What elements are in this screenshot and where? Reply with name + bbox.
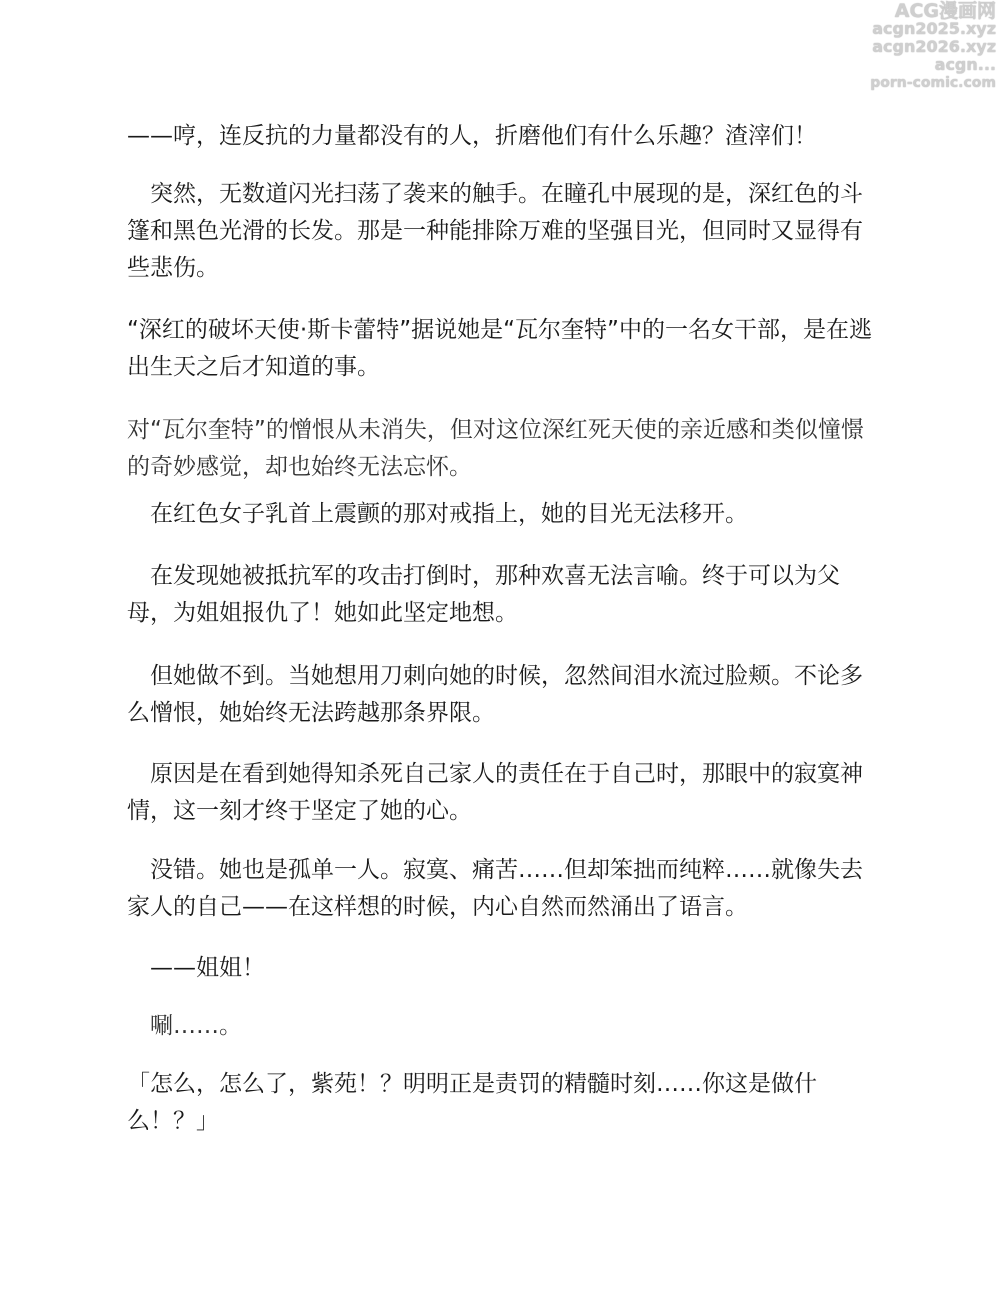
paragraph: “深红的破坏天使·斯卡蕾特”据说她是“瓦尔奎特”中的一名女干部，是在逃出生天之后才知道的事。 (127, 317, 872, 380)
paragraph: 对“瓦尔奎特”的憎恨从未消失，但对这位深红死天使的亲近感和类似憧憬的奇妙感觉，却也始终无法忘怀。 (127, 417, 864, 480)
watermark-line: ACG漫画网 (894, 0, 996, 22)
paragraph: ——哼，连反抗的力量都没有的人，折磨他们有什么乐趣？渣滓们！ (127, 123, 817, 149)
watermark-line: acgn2025.xyz (872, 19, 996, 38)
watermark-line: porn-comic.com (870, 75, 996, 91)
paragraph: 突然，无数道闪光扫荡了袭来的触手。在瞳孔中展现的是，深红色的斗篷和黑色光滑的长发。那是一种能排除万难的坚强目光，但同时又显得有些悲伤。 (127, 181, 863, 281)
paragraph: 在红色女子乳首上震颤的那对戒指上，她的目光无法移开。 (127, 501, 748, 527)
paragraph: 唰……。 (127, 1013, 242, 1039)
paragraph: 「怎么，怎么了，紫苑！？明明正是责罚的精髓时刻……你这是做什么！？」 (127, 1071, 817, 1134)
paragraph: ——姐姐！ (127, 955, 265, 981)
watermark-line: acgn2026.xyz (872, 37, 996, 56)
watermark-line: acgn... (934, 55, 996, 74)
paragraph: 但她做不到。当她想用刀刺向她的时候，忽然间泪水流过脸颊。不论多么憎恨，她始终无法跨越那条界限。 (127, 663, 863, 726)
paragraph: 原因是在看到她得知杀死自己家人的责任在于自己时，那眼中的寂寞神情，这一刻才终于坚定了她的心。 (127, 761, 863, 824)
paragraph: 没错。她也是孤单一人。寂寞、痛苦……但却笨拙而纯粹……就像失去家人的自己——在这样想的时候，内心自然而然涌出了语言。 (127, 857, 863, 920)
paragraph: 在发现她被抵抗军的攻击打倒时，那种欢喜无法言喻。终于可以为父母，为姐姐报仇了！她如此坚定地想。 (127, 563, 840, 626)
